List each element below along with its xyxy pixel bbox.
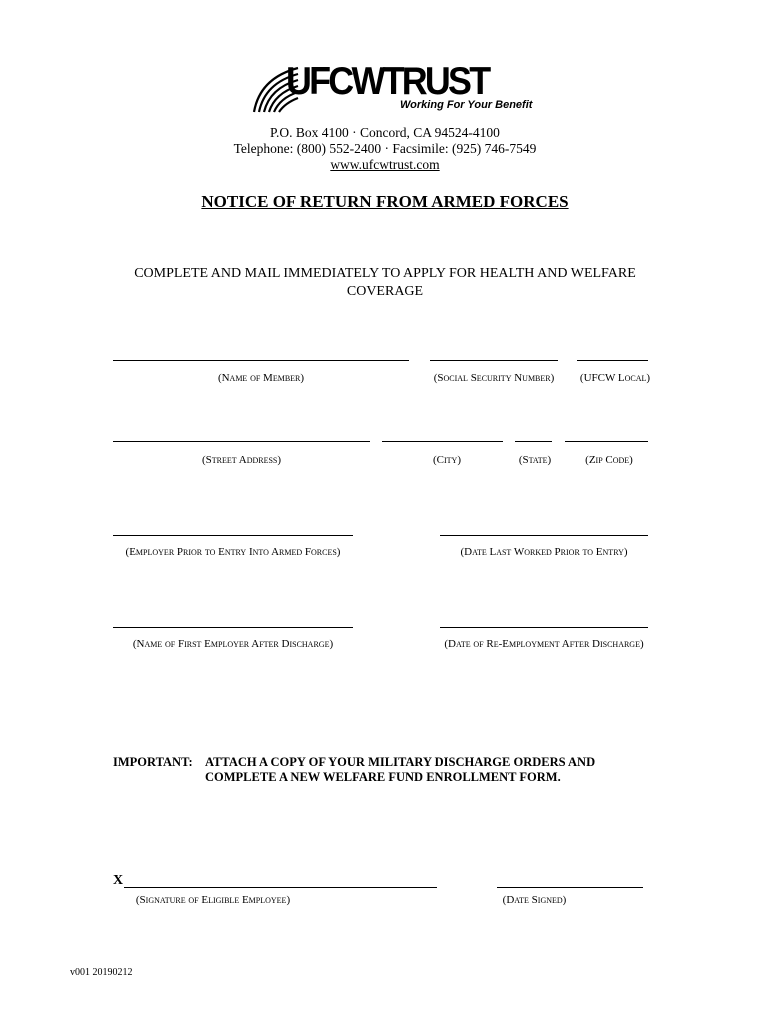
phone-line: Telephone: (800) 552-2400 · Facsimile: (925) 746-7549 [233, 141, 537, 156]
zip-code-field[interactable] [565, 441, 648, 442]
first-employer-after-field[interactable] [113, 627, 353, 628]
date-signed-label: (Date Signed) [502, 894, 567, 906]
signature-field[interactable] [124, 887, 437, 888]
date-reemployment-label: (Date of Re-Employment After Discharge) [444, 638, 644, 650]
important-text: ATTACH A COPY OF YOUR MILITARY DISCHARGE ORDERS AND COMPLETE A NEW WELFARE FUND ENROLLMENT FORM. [205, 755, 596, 784]
ssn-label: (Social Security Number) [433, 372, 555, 384]
street-address-field[interactable] [113, 441, 370, 442]
date-signed-field[interactable] [497, 887, 643, 888]
state-field[interactable] [515, 441, 552, 442]
important-label: IMPORTANT: [113, 755, 193, 769]
first-employer-after-label: (Name of First Employer After Discharge) [132, 638, 334, 650]
state-label: (State) [518, 454, 552, 466]
version-code: v001 20190212 [70, 967, 133, 978]
form-instructions: COMPLETE AND MAIL IMMEDIATELY TO APPLY FOR HEALTH AND WELFARE COVERAGE [134, 266, 636, 299]
ssn-field[interactable] [430, 360, 558, 361]
ufcw-local-label: (UFCW Local) [579, 372, 651, 384]
ufcw-local-field[interactable] [577, 360, 648, 361]
city-label: (City) [433, 454, 461, 466]
signature-label: (Signature of Eligible Employee) [135, 894, 291, 906]
zip-code-label: (Zip Code) [585, 454, 633, 466]
form-title: NOTICE OF RETURN FROM ARMED FORCES [201, 192, 569, 211]
date-reemployment-field[interactable] [440, 627, 648, 628]
date-last-worked-label: (Date Last Worked Prior to Entry) [460, 546, 628, 558]
employer-prior-label: (Employer Prior to Entry Into Armed Forces) [125, 546, 341, 558]
name-of-member-label: (Name of Member) [217, 372, 305, 384]
name-of-member-field[interactable] [113, 360, 409, 361]
date-last-worked-field[interactable] [440, 535, 648, 536]
street-address-label: (Street Address) [201, 454, 282, 466]
ufcw-trust-logo [250, 60, 533, 116]
signature-mark: X [113, 873, 124, 888]
logo-tagline: Working For Your Benefit [400, 99, 533, 111]
address-line: P.O. Box 4100 · Concord, CA 94524-4100 [270, 125, 500, 140]
employer-prior-field[interactable] [113, 535, 353, 536]
website-link[interactable]: www.ufcwtrust.com [330, 157, 440, 172]
website-line [0, 157, 770, 173]
logo-wordmark: UFCWTRUST [286, 60, 489, 103]
city-field[interactable] [382, 441, 503, 442]
